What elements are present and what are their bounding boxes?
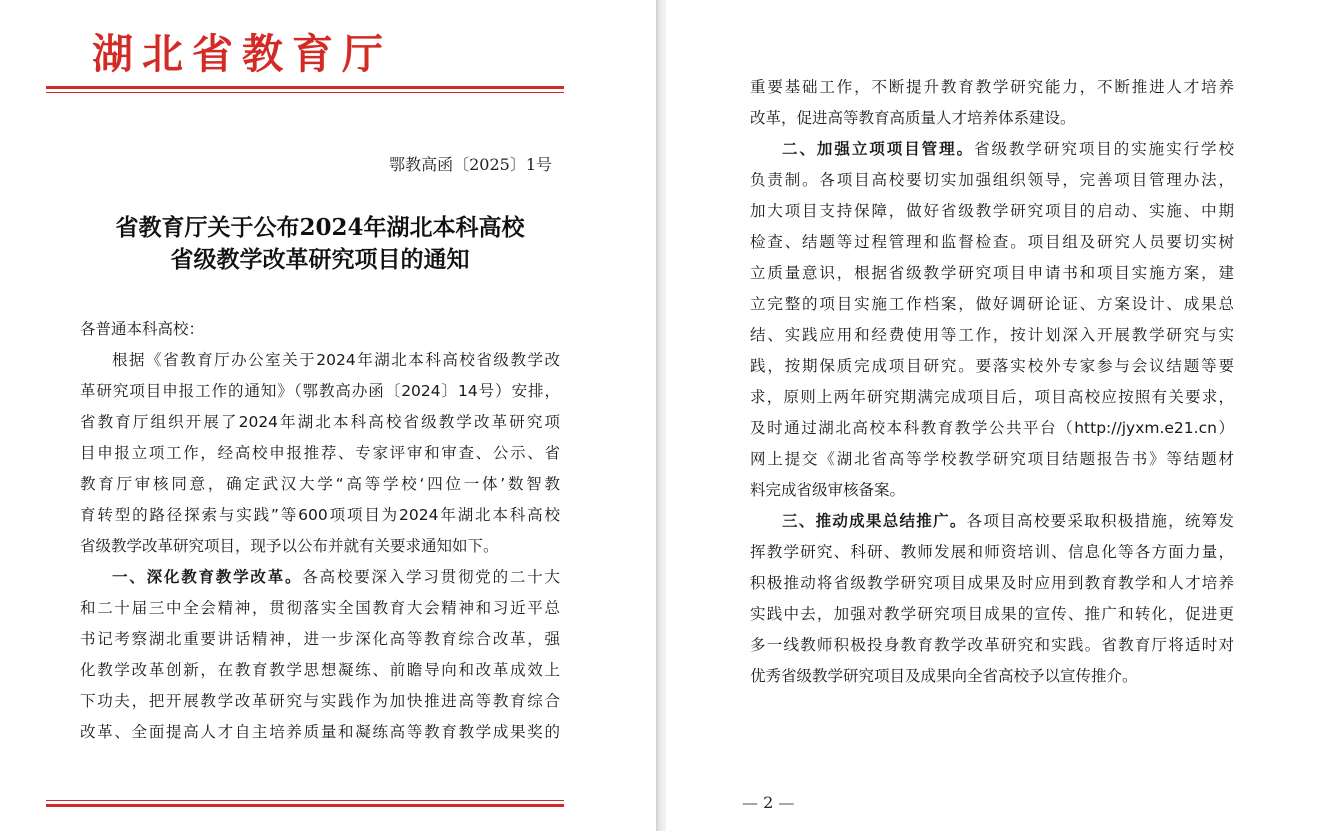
paragraph-line: 结、实践应用和经费使用等工作，按计划深入开展教学研究与实: [750, 326, 1234, 344]
paragraph-line: 化教学改革创新，在教育教学思想凝练、前瞻导向和改革成效上: [80, 661, 560, 679]
paragraph-line: 及时通过湖北高校本科教育教学公共平台（http://jyxm.e21.cn）: [750, 419, 1234, 437]
section-2-first-line: [750, 134, 1234, 165]
paragraph-line: 网上提交《湖北省高等学校教学研究项目结题报告书》等结题材: [750, 450, 1234, 468]
left-body: [80, 314, 560, 748]
paragraph-line: 挥教学研究、科研、教师发展和师资培训、信息化等各方面力量，: [750, 543, 1234, 561]
document-title: [60, 212, 580, 276]
page-gutter: [656, 0, 666, 831]
section-3-text: 各项目高校要采取积极措施，统筹发: [966, 512, 1234, 530]
section-1-first-line: [80, 562, 560, 593]
letterhead-red-rule: [46, 86, 564, 93]
section-3-first-line: [750, 506, 1234, 537]
document-number: 鄂教高函〔2025〕1号: [389, 155, 552, 174]
paragraph-line: 教育厅审核同意，确定武汉大学“高等学校‘四位一体’数智教: [80, 475, 560, 493]
section-2-text: 省级教学研究项目的实施实行学校: [974, 140, 1234, 158]
paragraph-line: 育转型的路径探索与实践”等600项项目为2024年湖北本科高校: [80, 506, 560, 524]
page-number: — 2 —: [742, 793, 795, 812]
paragraph-line: 目申报立项工作，经高校申报推荐、专家评审和审查、公示、省: [80, 444, 560, 462]
salutation: 各普通本科高校：: [80, 320, 205, 338]
paragraph-line: 根据《省教育厅办公室关于2024年湖北本科高校省级教学改: [112, 351, 560, 369]
paragraph-line: 和二十届三中全会精神，贯彻落实全国教育大会精神和习近平总: [80, 599, 560, 617]
paragraph-line: 重要基础工作，不断提升教育教学研究能力，不断推进人才培养: [750, 78, 1234, 96]
paragraph-line: 料完成省级审核备案。: [750, 481, 906, 499]
footer-red-rule: [46, 800, 564, 807]
paragraph-line: 检查、结题等过程管理和监督检查。项目组及研究人员要切实树: [750, 233, 1234, 251]
title-line: 省级教学改革研究项目的通知: [170, 246, 470, 273]
right-body: [750, 72, 1234, 692]
paragraph-line: 多一线教师积极投身教育教学改革研究和实践。省教育厅将适时对: [750, 636, 1234, 654]
paragraph-line: 立质量意识，根据省级教学研究项目申请书和项目实施方案，建: [750, 264, 1234, 282]
paragraph-line: 负责制。各项目高校要切实加强组织领导，完善项目管理办法，: [750, 171, 1234, 189]
paragraph-line: 积极推动将省级教学研究项目成果及时应用到教育教学和人才培养: [750, 574, 1234, 592]
title-line: 省教育厅关于公布2024年湖北本科高校: [115, 214, 525, 241]
paragraph-line: 实践中去，加强对教学研究项目成果的宣传、推广和转化，促进更: [750, 605, 1234, 623]
paragraph-line: 书记考察湖北重要讲话精神，进一步深化高等教育综合改革，强: [80, 630, 560, 648]
section-1-text: 各高校要深入学习贯彻党的二十大: [302, 568, 560, 586]
paragraph-line: 践，按期保质完成项目研究。要落实校外专家参与会议结题等要: [750, 357, 1234, 375]
paragraph-line: 加大项目支持保障，做好省级教学研究项目的启动、实施、中期: [750, 202, 1234, 220]
paragraph-line: 立完整的项目实施工作档案，做好调研论证、方案设计、成果总: [750, 295, 1234, 313]
document-page-2: [666, 0, 1324, 831]
paragraph-line: 优秀省级教学研究项目及成果向全省高校予以宣传推介。: [750, 667, 1138, 685]
section-2-heading: 二、加强立项项目管理。: [782, 140, 975, 158]
document-page-1: [0, 0, 656, 831]
paragraph-line: 革研究项目申报工作的通知》（鄂教高办函〔2024〕14号）安排，: [80, 382, 560, 400]
section-1-heading: 一、深化教育教学改革。: [112, 568, 303, 586]
paragraph-line: 省教育厅组织开展了2024年湖北本科高校省级教学改革研究项: [80, 413, 560, 431]
letterhead-title: 湖北省教育厅: [92, 30, 392, 78]
paragraph-line: 改革、全面提高人才自主培养质量和凝练高等教育教学成果奖的: [80, 723, 560, 741]
paragraph-line: 省级教学改革研究项目，现予以公布并就有关要求通知如下。: [80, 537, 499, 555]
section-3-heading: 三、推动成果总结推广。: [782, 512, 967, 530]
paragraph-line: 求，原则上两年研究期满完成项目后，项目高校应按照有关要求，: [750, 388, 1234, 406]
paragraph-line: 改革，促进高等教育高质量人才培养体系建设。: [750, 109, 1076, 127]
paragraph-line: 下功夫，把开展教学改革研究与实践作为加快推进高等教育综合: [80, 692, 560, 710]
